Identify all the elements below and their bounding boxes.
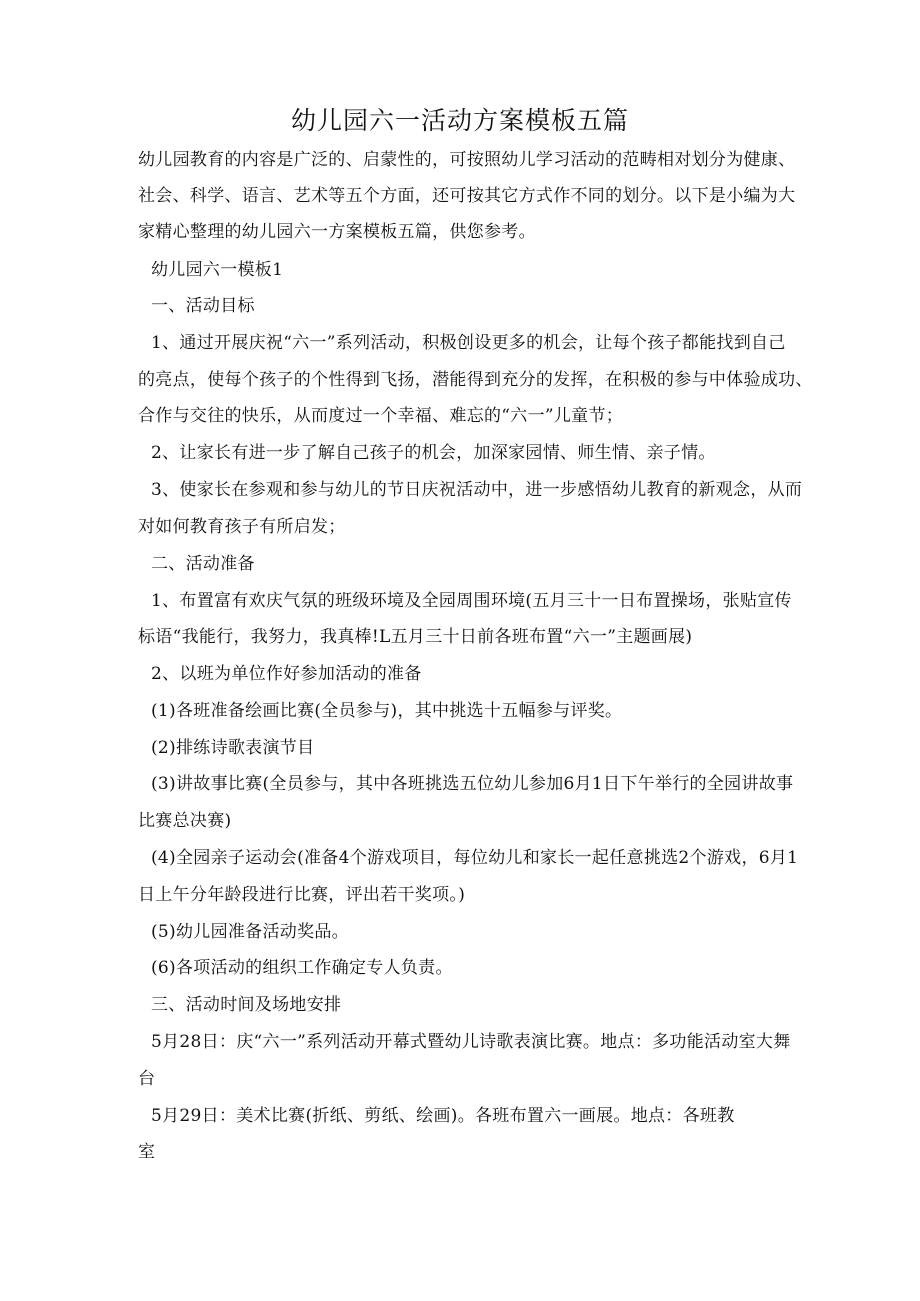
prep-item-3-line-2: 比赛总决赛) <box>138 811 232 831</box>
section-heading: 幼儿园六一模板1 <box>151 260 284 280</box>
prep-item-4-line-2: 日上午分年龄段进行比赛，评出若干奖项。) <box>138 885 466 905</box>
goal-3-line-1: 3、使家长在参观和参与幼儿的节日庆祝活动中，进一步感悟幼儿教育的新观念，从而 <box>151 480 803 500</box>
prep-1-line-2: 标语“我能行，我努力，我真棒!L五月三十日前各班布置“六一”主题画展) <box>138 627 693 647</box>
heading-activity-preparation: 二、活动准备 <box>151 554 255 574</box>
prep-item-1: (1)各班准备绘画比赛(全员参与)，其中挑选十五幅参与评奖。 <box>151 701 623 721</box>
page-title: 幼儿园六一活动方案模板五篇 <box>290 106 629 135</box>
goal-1-line-1: 1、通过开展庆祝“六一”系列活动，积极创设更多的机会，让每个孩子都能找到自己 <box>151 333 786 353</box>
schedule-may28-line-2: 台 <box>138 1069 156 1089</box>
prep-item-3-line-1: (3)讲故事比赛(全员参与，其中各班挑选五位幼儿参加6月1日下午举行的全园讲故事 <box>151 774 794 794</box>
heading-activity-goals: 一、活动目标 <box>151 296 255 316</box>
schedule-may28-line-1: 5月28日：庆“六一”系列活动开幕式暨幼儿诗歌表演比赛。地点：多功能活动室大舞 <box>151 1032 791 1052</box>
goal-2: 2、让家长有进一步了解自己孩子的机会，加深家园情、师生情、亲子情。 <box>151 443 716 463</box>
prep-2: 2、以班为单位作好参加活动的准备 <box>151 664 422 684</box>
schedule-may29-line-2: 室 <box>138 1142 156 1162</box>
prep-item-4-line-1: (4)全园亲子运动会(准备4个游戏项目，每位幼儿和家长一起任意挑选2个游戏，6月1 <box>151 848 799 868</box>
goal-1-line-2: 的亮点，使每个孩子的个性得到飞扬，潜能得到充分的发挥，在积极的参与中体验成功、 <box>138 370 813 390</box>
intro-line-1: 幼儿园教育的内容是广泛的、启蒙性的，可按照幼儿学习活动的范畴相对划分为健康、 <box>138 150 796 170</box>
prep-item-6: (6)各项活动的组织工作确定专人负责。 <box>151 958 453 978</box>
intro-line-3: 家精心整理的幼儿园六一方案模板五篇，供您参考。 <box>138 222 536 242</box>
prep-item-5: (5)幼儿园准备活动奖品。 <box>151 922 349 942</box>
heading-time-and-venue: 三、活动时间及场地安排 <box>151 995 342 1015</box>
prep-item-2: (2)排练诗歌表演节目 <box>151 738 315 758</box>
goal-1-line-3: 合作与交往的快乐，从而度过一个幸福、难忘的“六一”儿童节； <box>138 406 624 426</box>
intro-line-2: 社会、科学、语言、艺术等五个方面，还可按其它方式作不同的划分。以下是小编为大 <box>138 186 796 206</box>
schedule-may29-line-1: 5月29日：美术比赛(折纸、剪纸、绘画)。各班布置六一画展。地点：各班教 <box>151 1106 735 1126</box>
goal-3-line-2: 对如何教育孩子有所启发； <box>138 517 346 537</box>
prep-1-line-1: 1、布置富有欢庆气氛的班级环境及全园周围环境(五月三十一日布置操场，张贴宣传 <box>151 591 792 611</box>
